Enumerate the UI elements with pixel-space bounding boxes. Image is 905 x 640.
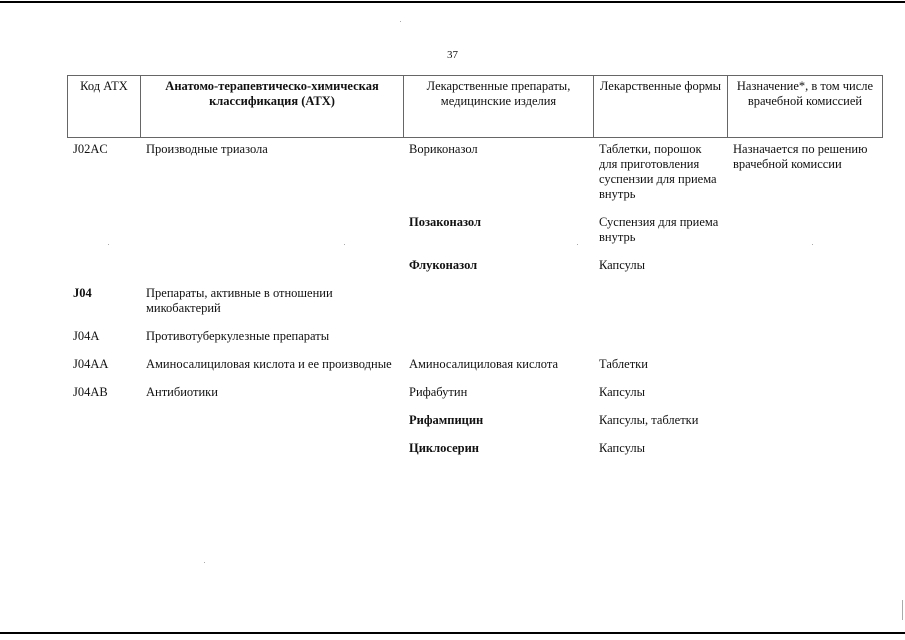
table-header xyxy=(67,75,883,138)
scan-speck xyxy=(577,244,578,245)
purpose: Назначается по решению врачебной комиссии xyxy=(733,142,868,171)
drug-form: Капсулы xyxy=(599,258,645,272)
header-code: Код АТХ xyxy=(68,76,141,138)
page-number: 37 xyxy=(447,49,458,61)
drug-form xyxy=(593,326,727,354)
atc-code: J04AB xyxy=(73,385,108,399)
scan-speck xyxy=(344,244,345,245)
header-purpose: Назначение*, в том числе врачебной комиссией xyxy=(728,76,883,138)
purpose xyxy=(727,354,882,382)
atc-name: Противотуберкулезные препараты xyxy=(146,329,330,343)
scan-speck xyxy=(400,21,401,22)
atc-code: J04AA xyxy=(73,357,109,371)
atc-code xyxy=(67,410,140,438)
drug-name: Аминосалициловая кислота xyxy=(409,357,558,371)
scan-speck xyxy=(902,600,903,620)
table-row xyxy=(67,354,882,382)
atc-code xyxy=(67,212,140,255)
drug-name xyxy=(403,283,593,326)
purpose xyxy=(727,283,882,326)
table-row xyxy=(67,255,882,283)
drug-form: Таблетки, порошок для приготовления суспензии для приема внутрь xyxy=(599,142,717,201)
atc-name xyxy=(140,410,403,438)
drug-form: Суспензия для приема внутрь xyxy=(599,215,719,244)
drug-form: Капсулы xyxy=(599,385,645,399)
table-row xyxy=(67,326,882,354)
drug-form: Капсулы, таблетки xyxy=(599,413,699,427)
table-row xyxy=(67,283,882,326)
purpose xyxy=(727,382,882,410)
purpose xyxy=(727,410,882,438)
scan-speck xyxy=(812,244,813,245)
purpose xyxy=(727,255,882,283)
table-row xyxy=(67,212,882,255)
drug-table xyxy=(67,139,882,466)
drug-name: Вориконазол xyxy=(409,142,478,156)
drug-form xyxy=(593,283,727,326)
scan-speck xyxy=(204,562,205,563)
atc-name xyxy=(140,438,403,466)
top-rule xyxy=(0,1,905,3)
atc-name xyxy=(140,255,403,283)
atc-code: J04 xyxy=(73,286,92,300)
purpose xyxy=(727,438,882,466)
drug-name: Циклосерин xyxy=(409,441,479,455)
atc-code: J02AC xyxy=(73,142,108,156)
atc-name xyxy=(140,212,403,255)
atc-code xyxy=(67,438,140,466)
table-row xyxy=(67,382,882,410)
table-row xyxy=(67,139,882,212)
header-forms: Лекарственные формы xyxy=(594,76,728,138)
drug-name xyxy=(403,326,593,354)
scan-speck xyxy=(108,244,109,245)
drug-form: Капсулы xyxy=(599,441,645,455)
table-row xyxy=(67,438,882,466)
bottom-rule xyxy=(0,632,905,634)
purpose xyxy=(727,326,882,354)
atc-name: Препараты, активные в отношении микобактерий xyxy=(146,286,333,315)
atc-code: J04A xyxy=(73,329,100,343)
table-row xyxy=(67,410,882,438)
header-classification: Анатомо-терапевтическо-химическая классификация (АТХ) xyxy=(141,76,404,138)
drug-name: Позаконазол xyxy=(409,215,482,229)
atc-name: Аминосалициловая кислота и ее производные xyxy=(146,357,392,371)
atc-code xyxy=(67,255,140,283)
header-drugs: Лекарственные препараты, медицинские изделия xyxy=(404,76,594,138)
atc-name: Производные триазола xyxy=(146,142,268,156)
drug-name: Рифабутин xyxy=(409,385,468,399)
purpose xyxy=(727,212,882,255)
drug-form: Таблетки xyxy=(599,357,648,371)
drug-name: Рифампицин xyxy=(409,413,484,427)
atc-name: Антибиотики xyxy=(146,385,218,399)
drug-name: Флуконазол xyxy=(409,258,478,272)
